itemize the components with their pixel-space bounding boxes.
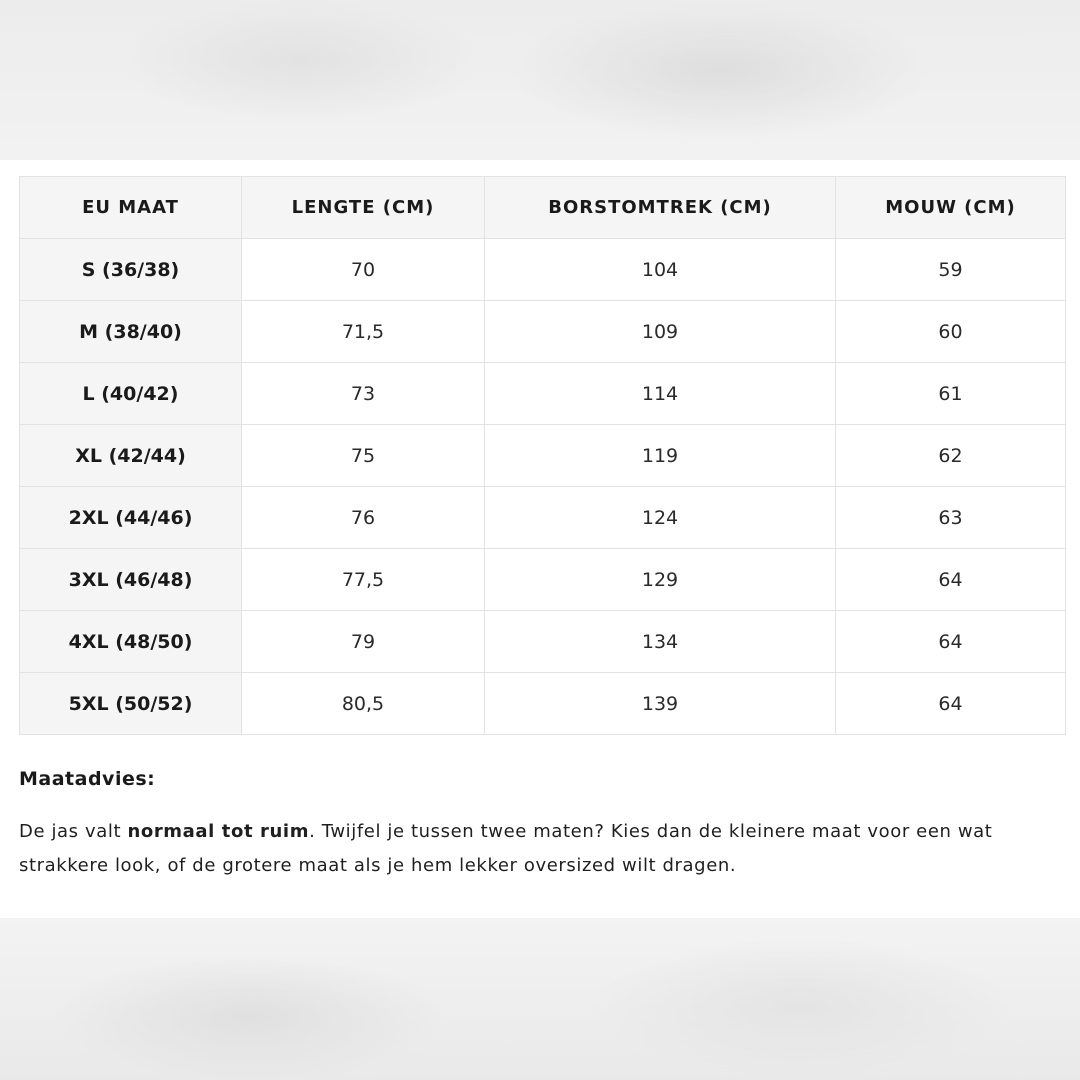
table-row (20, 549, 1066, 611)
header-sleeve: MOUW (CM) (836, 177, 1066, 239)
sleeve-cell: 61 (836, 363, 1066, 425)
table-body (20, 239, 1066, 735)
length-cell: 71,5 (242, 301, 485, 363)
sleeve-cell: 62 (836, 425, 1066, 487)
advice-text (19, 815, 1064, 883)
length-cell: 75 (242, 425, 485, 487)
sleeve-cell: 64 (836, 673, 1066, 735)
chest-cell: 129 (485, 549, 836, 611)
length-cell: 70 (242, 239, 485, 301)
advice-title: Maatadvies: (19, 768, 156, 790)
header-row (20, 177, 1066, 239)
size-cell: S (36/38) (20, 239, 242, 301)
chest-cell: 109 (485, 301, 836, 363)
header-chest: BORSTOMTREK (CM) (485, 177, 836, 239)
table-row (20, 673, 1066, 735)
sleeve-cell: 60 (836, 301, 1066, 363)
sleeve-cell: 64 (836, 611, 1066, 673)
table-header (20, 177, 1066, 239)
background-bottom (0, 918, 1080, 1080)
table-row (20, 487, 1066, 549)
advice-text-bold: normaal tot ruim (127, 821, 310, 842)
length-cell: 80,5 (242, 673, 485, 735)
size-cell: XL (42/44) (20, 425, 242, 487)
table-row (20, 425, 1066, 487)
table-row (20, 611, 1066, 673)
chest-cell: 139 (485, 673, 836, 735)
length-cell: 76 (242, 487, 485, 549)
size-cell: 4XL (48/50) (20, 611, 242, 673)
sleeve-cell: 59 (836, 239, 1066, 301)
advice-text-end: . Twijfel je tussen twee maten? Kies dan de kleinere maat voor een wat strakkere look, of de grotere maat als je hem lekker oversized wilt dragen. (19, 821, 993, 876)
chest-cell: 119 (485, 425, 836, 487)
length-cell: 77,5 (242, 549, 485, 611)
table-row (20, 239, 1066, 301)
header-length: LENGTE (CM) (242, 177, 485, 239)
chest-cell: 134 (485, 611, 836, 673)
size-cell: 5XL (50/52) (20, 673, 242, 735)
table-row (20, 363, 1066, 425)
size-cell: 3XL (46/48) (20, 549, 242, 611)
table-row (20, 301, 1066, 363)
length-cell: 79 (242, 611, 485, 673)
chest-cell: 104 (485, 239, 836, 301)
size-chart-panel (0, 160, 1080, 918)
chest-cell: 114 (485, 363, 836, 425)
size-cell: 2XL (44/46) (20, 487, 242, 549)
advice-text-start: De jas valt (19, 821, 128, 842)
sleeve-cell: 64 (836, 549, 1066, 611)
background-top (0, 0, 1080, 160)
header-eu-size: EU MAAT (20, 177, 242, 239)
size-cell: L (40/42) (20, 363, 242, 425)
size-table (19, 176, 1066, 735)
size-cell: M (38/40) (20, 301, 242, 363)
length-cell: 73 (242, 363, 485, 425)
chest-cell: 124 (485, 487, 836, 549)
sleeve-cell: 63 (836, 487, 1066, 549)
